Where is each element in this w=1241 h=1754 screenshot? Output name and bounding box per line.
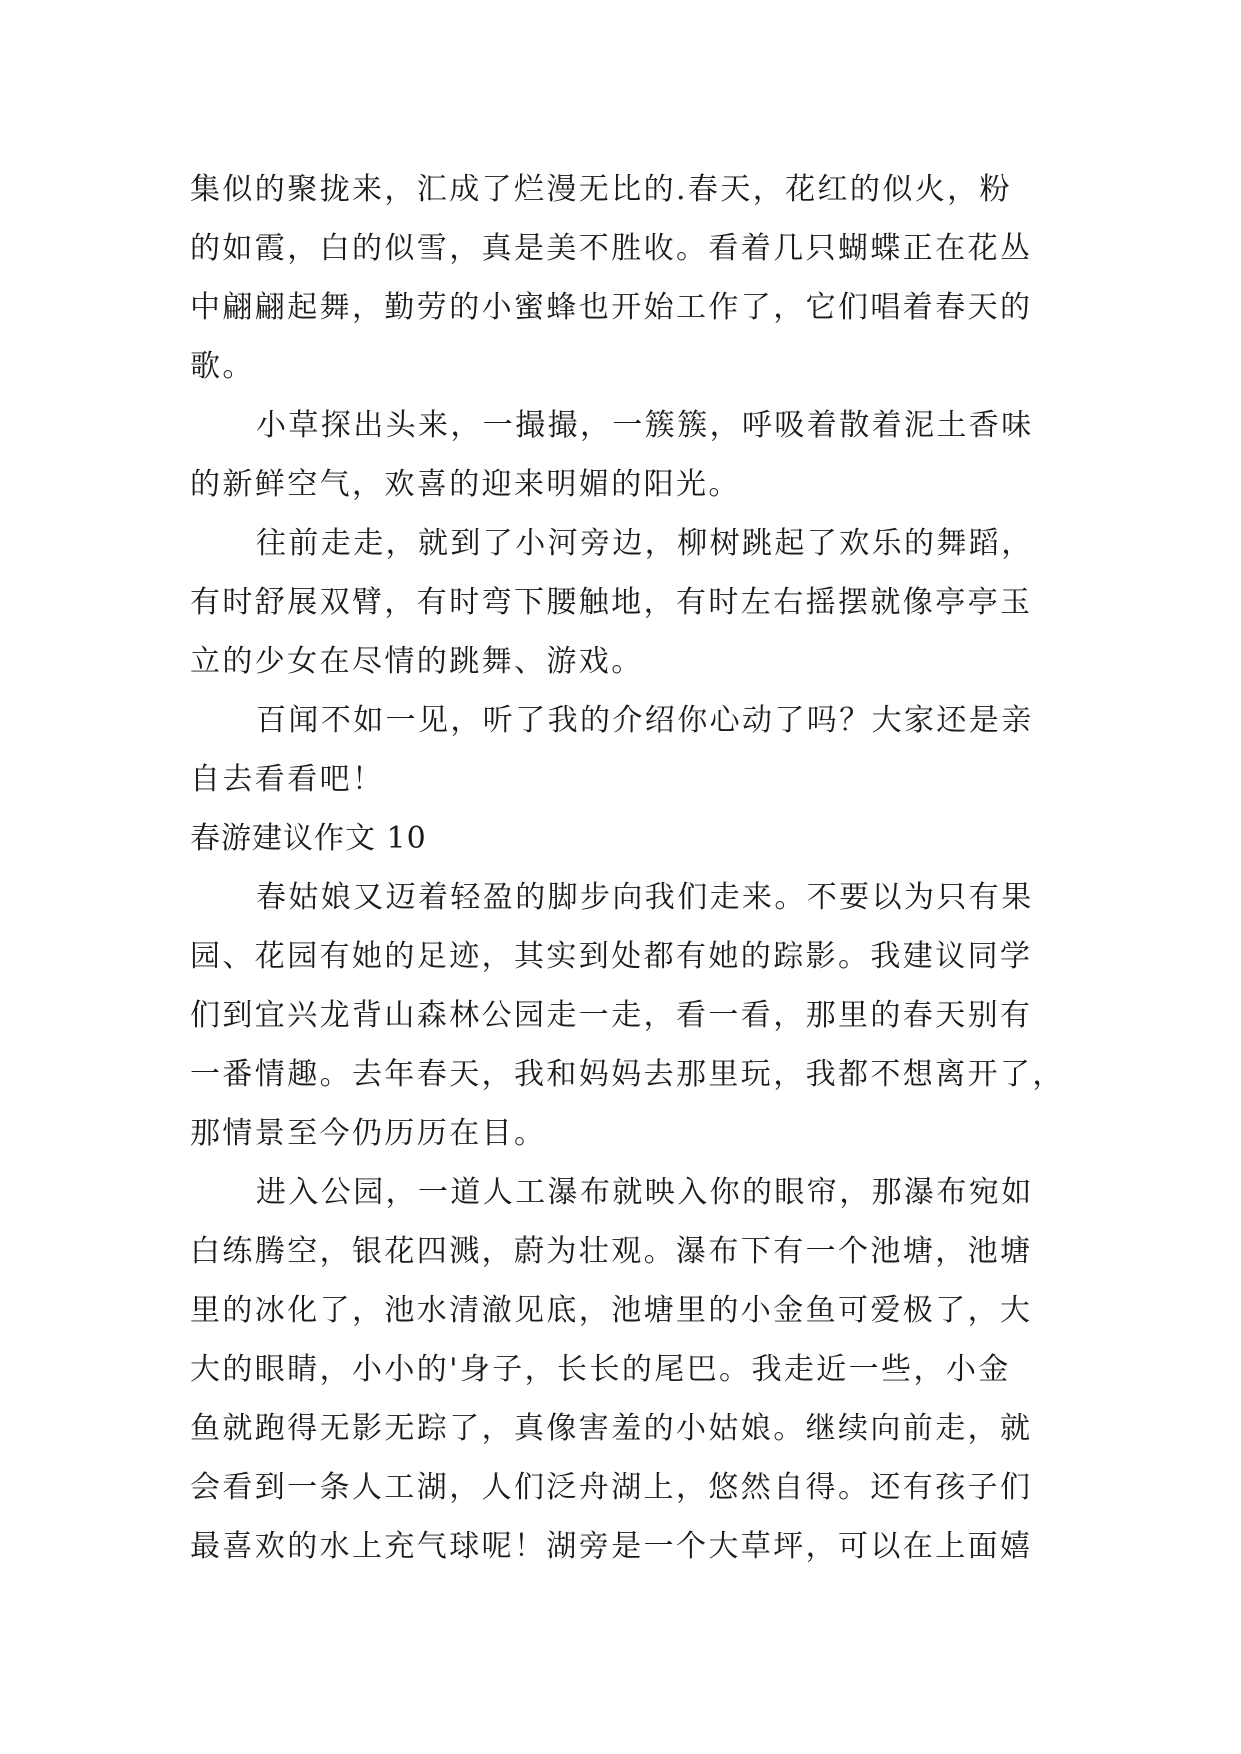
paragraph-line: 们到宜兴龙背山森林公园走一走，看一看，那里的春天别有 <box>190 998 1033 1033</box>
paragraph-line: 里的冰化了，池水清澈见底，池塘里的小金鱼可爱极了，大 <box>190 1293 1033 1328</box>
paragraph-line: 立的少女在尽情的跳舞、游戏。 <box>190 644 644 679</box>
paragraph-line: 那情景至今仍历历在目。 <box>190 1116 547 1151</box>
paragraph-line: 一番情趣。去年春天，我和妈妈去那里玩，我都不想离开了， <box>190 1057 1065 1092</box>
paragraph-line: 的如霞，白的似雪，真是美不胜收。看着几只蝴蝶正在花丛 <box>190 231 1033 266</box>
paragraph-line: 园、花园有她的足迹，其实到处都有她的踪影。我建议同学 <box>190 939 1033 974</box>
paragraph-line: 自去看看吧！ <box>190 762 385 797</box>
paragraph-line: 春姑娘又迈着轻盈的脚步向我们走来。不要以为只有果 <box>256 880 1034 915</box>
section-heading: 春游建议作文 10 <box>190 821 427 856</box>
paragraph-line: 有时舒展双臂，有时弯下腰触地，有时左右摇摆就像亭亭玉 <box>190 585 1033 620</box>
paragraph-line: 中翩翩起舞，勤劳的小蜜蜂也开始工作了，它们唱着春天的 <box>190 290 1033 325</box>
paragraph-line: 大的眼睛，小小的'身子，长长的尾巴。我走近一些，小金 <box>190 1352 1011 1387</box>
paragraph-line: 进入公园，一道人工瀑布就映入你的眼帘，那瀑布宛如 <box>256 1175 1034 1210</box>
paragraph-line: 最喜欢的水上充气球呢！湖旁是一个大草坪，可以在上面嬉 <box>190 1529 1033 1564</box>
essay-text <box>190 160 1065 1576</box>
paragraph-line: 白练腾空，银花四溅，蔚为壮观。瀑布下有一个池塘，池塘 <box>190 1234 1033 1269</box>
paragraph-line: 歌。 <box>190 349 255 384</box>
paragraph-line: 会看到一条人工湖，人们泛舟湖上，悠然自得。还有孩子们 <box>190 1470 1033 1505</box>
paragraph-line: 鱼就跑得无影无踪了，真像害羞的小姑娘。继续向前走，就 <box>190 1411 1033 1446</box>
paragraph-line: 往前走走，就到了小河旁边，柳树跳起了欢乐的舞蹈， <box>256 526 1034 561</box>
paragraph-line: 集似的聚拢来，汇成了烂漫无比的.春天，花红的似火，粉 <box>190 172 1012 207</box>
paragraph-line: 百闻不如一见，听了我的介绍你心动了吗？大家还是亲 <box>256 703 1034 738</box>
paragraph-line: 小草探出头来，一撮撮，一簇簇，呼吸着散着泥土香味 <box>256 408 1034 443</box>
paragraph-line: 的新鲜空气，欢喜的迎来明媚的阳光。 <box>190 467 741 502</box>
